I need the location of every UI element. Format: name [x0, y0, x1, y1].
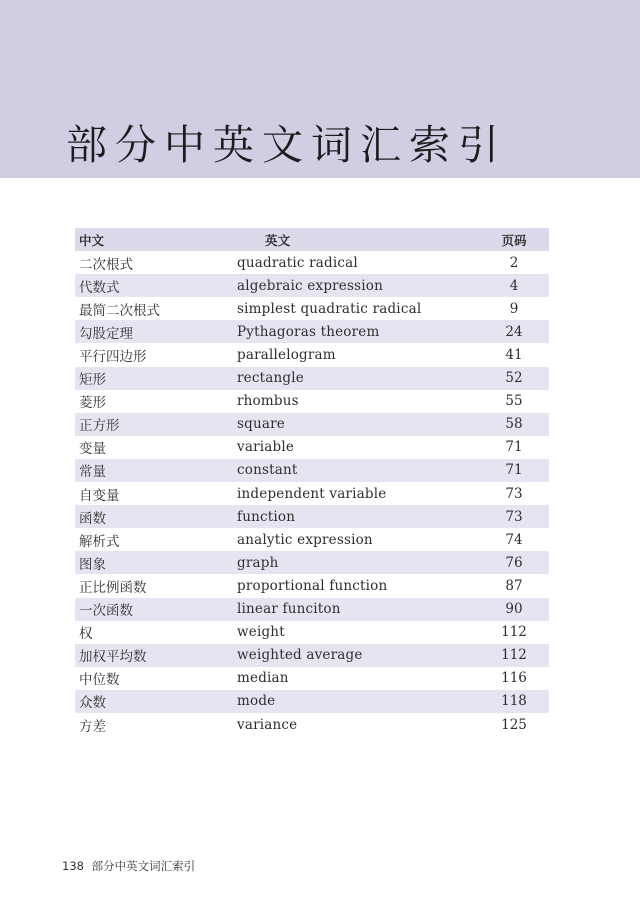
page-number: 112	[501, 647, 527, 664]
chinese-term: 方差	[79, 718, 106, 735]
page-number: 9	[509, 300, 519, 317]
chinese-term: 矩形	[79, 372, 106, 389]
page-number: 125	[501, 716, 527, 733]
english-term: analytic expression	[237, 531, 373, 548]
page-number: 4	[509, 277, 519, 294]
english-term: quadratic radical	[237, 254, 358, 271]
footer-section-title: 部分中英文词汇索引	[91, 859, 196, 873]
page-number: 90	[505, 601, 523, 618]
chinese-term: 代数式	[79, 279, 120, 296]
chinese-term: 平行四边形	[79, 349, 147, 366]
chinese-term: 变量	[79, 441, 106, 458]
table-row	[75, 482, 549, 505]
table-row	[75, 320, 549, 343]
column-header-page: 页码	[501, 232, 527, 248]
english-term: proportional function	[237, 577, 388, 594]
table-row	[75, 413, 549, 436]
table-row	[75, 644, 549, 667]
table-row	[75, 436, 549, 459]
chinese-term: 解析式	[79, 533, 120, 550]
page-title: 部分中英文词汇索引	[66, 121, 507, 169]
english-term: independent variable	[237, 485, 387, 502]
page-number: 58	[505, 416, 523, 433]
chinese-term: 一次函数	[79, 603, 133, 620]
table-row	[75, 528, 549, 551]
page-number: 55	[505, 393, 523, 410]
chinese-term: 勾股定理	[79, 325, 133, 342]
column-header-chinese: 中文	[79, 232, 105, 248]
chinese-term: 权	[79, 626, 93, 643]
page-number: 73	[505, 508, 523, 525]
page-number: 71	[505, 462, 523, 479]
english-term: variance	[237, 716, 298, 733]
table-row	[75, 551, 549, 574]
english-term: Pythagoras theorem	[237, 323, 380, 340]
english-term: weight	[237, 624, 285, 641]
chinese-term: 正比例函数	[79, 579, 147, 596]
page-number: 2	[509, 254, 519, 271]
table-row	[75, 251, 549, 274]
english-term: simplest quadratic radical	[237, 300, 422, 317]
vocabulary-index-table	[75, 228, 549, 736]
english-term: parallelogram	[237, 347, 336, 364]
page-number: 112	[501, 624, 527, 641]
page-number: 118	[501, 693, 527, 710]
page-number: 74	[505, 531, 523, 548]
chinese-term: 函数	[79, 510, 106, 527]
english-term: constant	[237, 462, 298, 479]
page-number: 24	[505, 323, 523, 340]
chinese-term: 中位数	[79, 672, 120, 689]
chinese-term: 二次根式	[79, 256, 133, 273]
english-term: median	[237, 670, 289, 687]
table-row	[75, 574, 549, 597]
english-term: function	[237, 508, 296, 525]
table-row	[75, 343, 549, 366]
table-row	[75, 459, 549, 482]
page-number: 41	[505, 347, 523, 364]
page-number: 73	[505, 485, 523, 502]
chinese-term: 常量	[79, 464, 106, 481]
chinese-term: 最简二次根式	[79, 302, 160, 319]
table-row	[75, 505, 549, 528]
english-term: square	[237, 416, 285, 433]
english-term: rhombus	[237, 393, 299, 410]
column-header-english: 英文	[265, 232, 291, 248]
page-number: 76	[505, 554, 523, 571]
chinese-term: 菱形	[79, 395, 106, 412]
english-term: variable	[237, 439, 295, 456]
english-term: mode	[237, 693, 276, 710]
table-row	[75, 690, 549, 713]
table-row	[75, 367, 549, 390]
table-row	[75, 713, 549, 736]
footer-page-number: 138	[62, 859, 84, 873]
table-row	[75, 667, 549, 690]
page-footer	[62, 858, 195, 874]
page-number: 52	[505, 370, 523, 387]
chinese-term: 加权平均数	[79, 649, 147, 666]
chinese-term: 自变量	[79, 487, 120, 504]
english-term: weighted average	[237, 647, 363, 664]
table-row	[75, 274, 549, 297]
chinese-term: 众数	[79, 695, 106, 712]
english-term: algebraic expression	[237, 277, 383, 294]
english-term: graph	[237, 554, 279, 571]
english-term: rectangle	[237, 370, 304, 387]
table-row	[75, 297, 549, 320]
table-row	[75, 621, 549, 644]
page-number: 71	[505, 439, 523, 456]
table-header-row	[75, 228, 549, 251]
chinese-term: 正方形	[79, 418, 120, 435]
page-number: 87	[505, 577, 523, 594]
table-row	[75, 390, 549, 413]
chinese-term: 图象	[79, 556, 106, 573]
page-number: 116	[501, 670, 527, 687]
table-row	[75, 598, 549, 621]
english-term: linear funciton	[237, 601, 341, 618]
